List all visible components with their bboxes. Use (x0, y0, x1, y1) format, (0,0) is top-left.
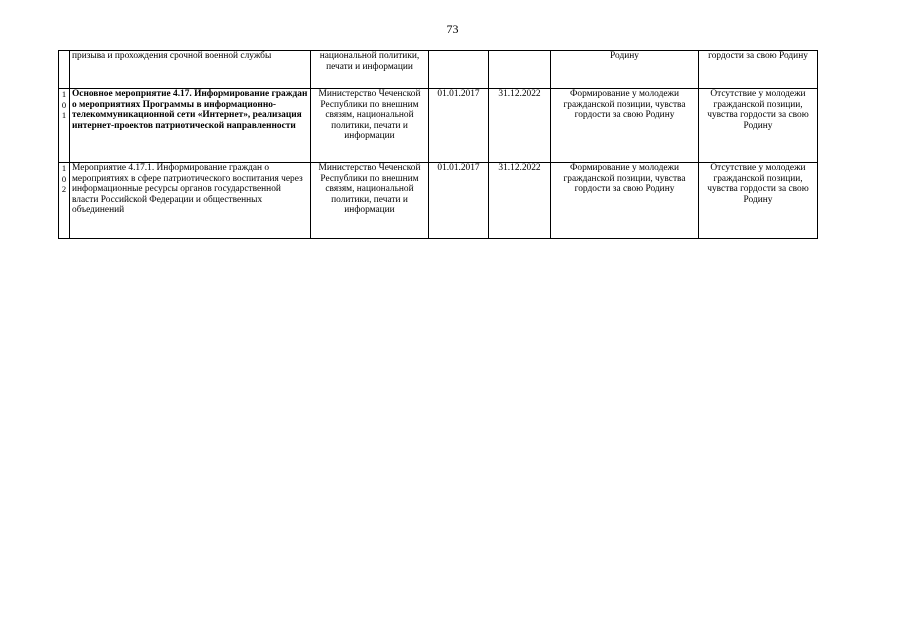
start-date-cell: 01.01.2017 (429, 89, 489, 163)
row-number-cell: 1 0 1 (59, 89, 70, 163)
consequence-cell: Отсутствие у молодежи гражданской позиции, чувства гордости за свою Родину (699, 89, 818, 163)
expected-result-cell: Формирование у молодежи гражданской позиции, чувства гордости за свою Родину (551, 89, 699, 163)
activity-name-cell: Мероприятие 4.17.1. Информирование граждан о мероприятиях в сфере патриотического воспитания через информационные ресурсы органов государственной власти Российской Федерации и общественных объединений (70, 163, 311, 239)
page-number: 73 (446, 22, 459, 36)
expected-result-cell: Родину (551, 51, 699, 89)
activities-table (58, 50, 818, 239)
table-row (59, 163, 818, 239)
executor-cell: Министерство Чеченской Республики по внешним связям, национальной политики, печати и информации (311, 89, 429, 163)
executor-cell: Министерство Чеченской Республики по внешним связям, национальной политики, печати и информации (311, 163, 429, 239)
consequence-cell: гордости за свою Родину (699, 51, 818, 89)
expected-result-cell: Формирование у молодежи гражданской позиции, чувства гордости за свою Родину (551, 163, 699, 239)
end-date-cell: 31.12.2022 (489, 163, 551, 239)
activity-name-cell: Основное мероприятие 4.17. Информирование граждан о мероприятиях Программы в информационно-телекоммуникационной сети «Интернет», реализация интернет-проектов патриотической направленности (70, 89, 311, 163)
end-date-cell: 31.12.2022 (489, 89, 551, 163)
consequence-cell: Отсутствие у молодежи гражданской позиции, чувства гордости за свою Родину (699, 163, 818, 239)
end-date-cell (489, 51, 551, 89)
row-number-cell: 1 0 2 (59, 163, 70, 239)
executor-cell: национальной политики, печати и информации (311, 51, 429, 89)
table-row (59, 89, 818, 163)
row-number-cell (59, 51, 70, 89)
table-row (59, 51, 818, 89)
start-date-cell: 01.01.2017 (429, 163, 489, 239)
activity-name-cell: призыва и прохождения срочной военной службы (70, 51, 311, 89)
start-date-cell (429, 51, 489, 89)
